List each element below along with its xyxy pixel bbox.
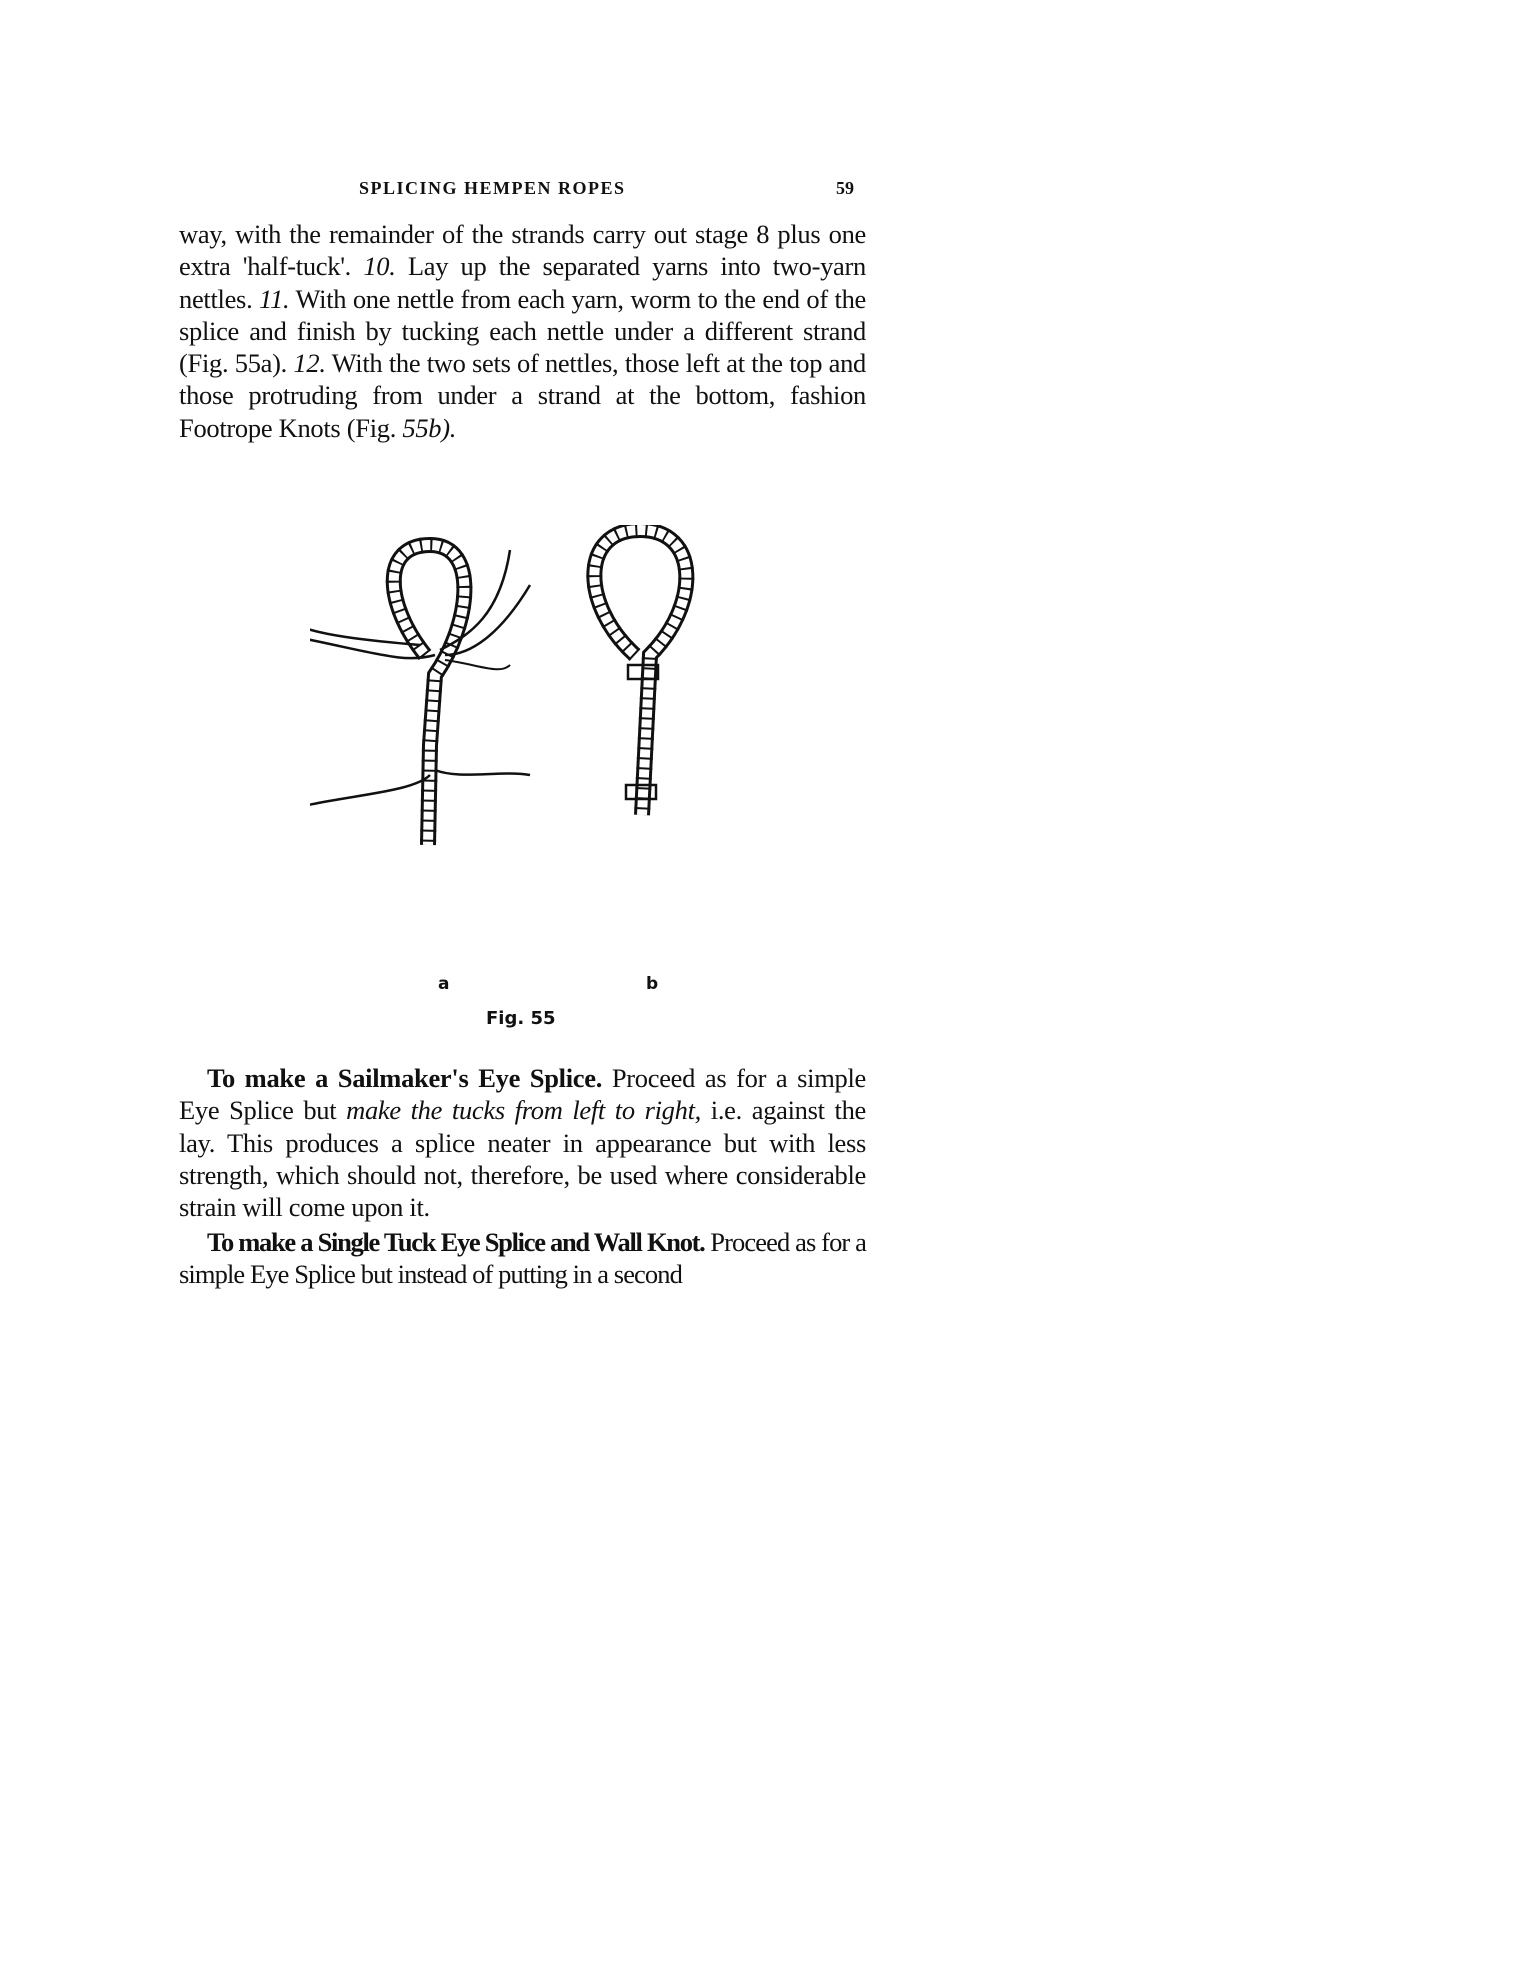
paragraph-continuation [179,218,866,444]
figure-label-a: a [438,974,450,994]
step-number: 11. [259,283,290,314]
section-heading: To make a Sailmaker's Eye Splice. [207,1063,603,1093]
figure-55-illustration [310,525,820,1045]
text: Proceed as for a simple Eye Splice but instead of putting in a second [179,1227,866,1290]
running-header [179,178,866,208]
step-number: 12. [293,348,326,379]
paragraph-single-tuck-eye-splice [179,1226,866,1291]
rope-splice-b-drawing [594,530,686,815]
rope-splice-a-drawing [310,545,530,845]
step-number: 10. [363,251,396,282]
text: i.e. against the lay. This produces a splice neater in appearance but with less strength, which should not, therefore, be used where considerable strain will come upon it. [179,1095,866,1223]
running-title: SPLICING HEMPEN ROPES [359,178,626,198]
figure-caption: Fig. 55 [486,1008,556,1029]
section-heading: To make a Single Tuck Eye Splice and Wall Knot. [207,1227,705,1257]
emphasis-text: make the tucks from left to right, [346,1095,701,1126]
text: With the two sets of nettles, those left at the top and those protruding from under a strand at the bottom, fashion Footrope Knots (Fig. [179,348,866,443]
text: way, with the remainder of the strands carry out stage 8 plus one extra 'half-tuck'. [179,219,866,282]
text: Proceed as for a simple Eye Splice but [179,1063,866,1126]
figure-reference: 55b). [402,412,457,443]
paragraph-sailmakers-eye-splice [179,1062,866,1223]
text: With one nettle from each yarn, worm to the end of the splice and finish by tucking each nettle under a different strand (Fig. 55a). [179,283,866,379]
figure-label-b: b [646,974,659,994]
page-number: 59 [836,178,854,198]
text: Lay up the separated yarns into two-yarn nettles. [179,251,866,314]
